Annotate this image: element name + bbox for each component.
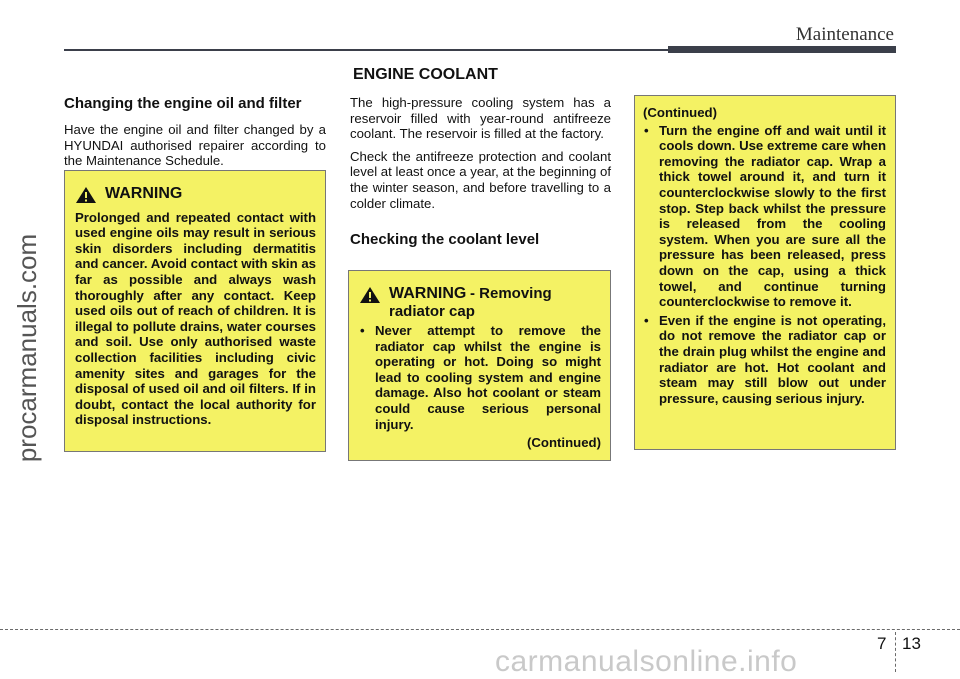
oil-warning-box [64, 170, 326, 452]
header-rule [64, 49, 668, 51]
oil-warning-text: Prolonged and repeated contact with used engine oils may result in serious skin disorders including dermatitis and cancer. Avoid contact with skin as far as possible and always wash thoroughly after any contact. Keep used oils out of reach of children. It is illegal to pollute drains, water courses and soil. Use only authorised waste collection facilities including civic amenity sites and garages for the disposal of used oil and oil filters. If in doubt, contact the local authority for disposal instructions. [75, 209, 316, 428]
continued-label: (Continued) [643, 105, 717, 120]
running-header: Maintenance [795, 24, 894, 45]
section-title: ENGINE COOLANT [353, 66, 498, 83]
chapter-number: 7 [877, 634, 887, 653]
warning-label: WARNING [105, 185, 183, 202]
page-number: 13 [902, 634, 921, 653]
header-bar [668, 46, 896, 53]
warning-bullet-list [359, 323, 601, 432]
column-left [64, 95, 326, 176]
radiator-cap-warning-box [348, 270, 611, 461]
warning-subtitle: - Removing radiator cap [389, 285, 552, 320]
footer-rule [0, 629, 960, 630]
warning-triangle-icon [359, 285, 389, 308]
warning-label: WARNING [389, 285, 467, 302]
list-item: • Even if the engine is not operating, do not remove the radiator cap or the drain plug whilst the engine and radiator are hot. Hot coolant and steam may still blow out under pressure, causing serious injury. [644, 312, 886, 406]
cooling-system-paragraph: The high-pressure cooling system has a reservoir filled with year-round antifreeze coolant. The reservoir is filled at the factory. [350, 95, 611, 142]
continued-label: (Continued) [527, 435, 601, 451]
column-middle [350, 95, 611, 258]
warning-bullet-list [643, 123, 886, 407]
oil-change-paragraph: Have the engine oil and filter changed by a HYUNDAI authorised repairer according to the Maintenance Schedule. [64, 122, 326, 169]
oil-change-heading: Changing the engine oil and filter [64, 95, 302, 112]
list-item: • Never attempt to remove the radiator cap whilst the engine is operating or hot. Doing so might lead to cooling system and engine damage. Also hot coolant or steam could cause serious personal injury. [360, 323, 601, 432]
continued-warning-box [634, 95, 896, 450]
side-watermark: procarmanuals.com [12, 233, 42, 463]
bottom-watermark: carmanualsonline.info [495, 645, 798, 678]
coolant-level-heading: Checking the coolant level [350, 231, 540, 249]
antifreeze-check-paragraph: Check the antifreeze protection and coolant level at least once a year, at the beginning of the winter season, and before travelling to a colder climate. [350, 148, 611, 211]
warning-triangle-icon [75, 185, 105, 208]
list-item: • Turn the engine off and wait until it cools down. Use extreme care when removing the radiator cap. Wrap a thick towel around it, and turn it counterclockwise slowly to the first stop. Step back whilst the pressure is released from the cooling system. When you are sure all the pressure has been released, press down on the cap, using a thick towel, and continue turning counterclockwise to remove it. [644, 122, 886, 310]
footer-divider [895, 632, 896, 672]
